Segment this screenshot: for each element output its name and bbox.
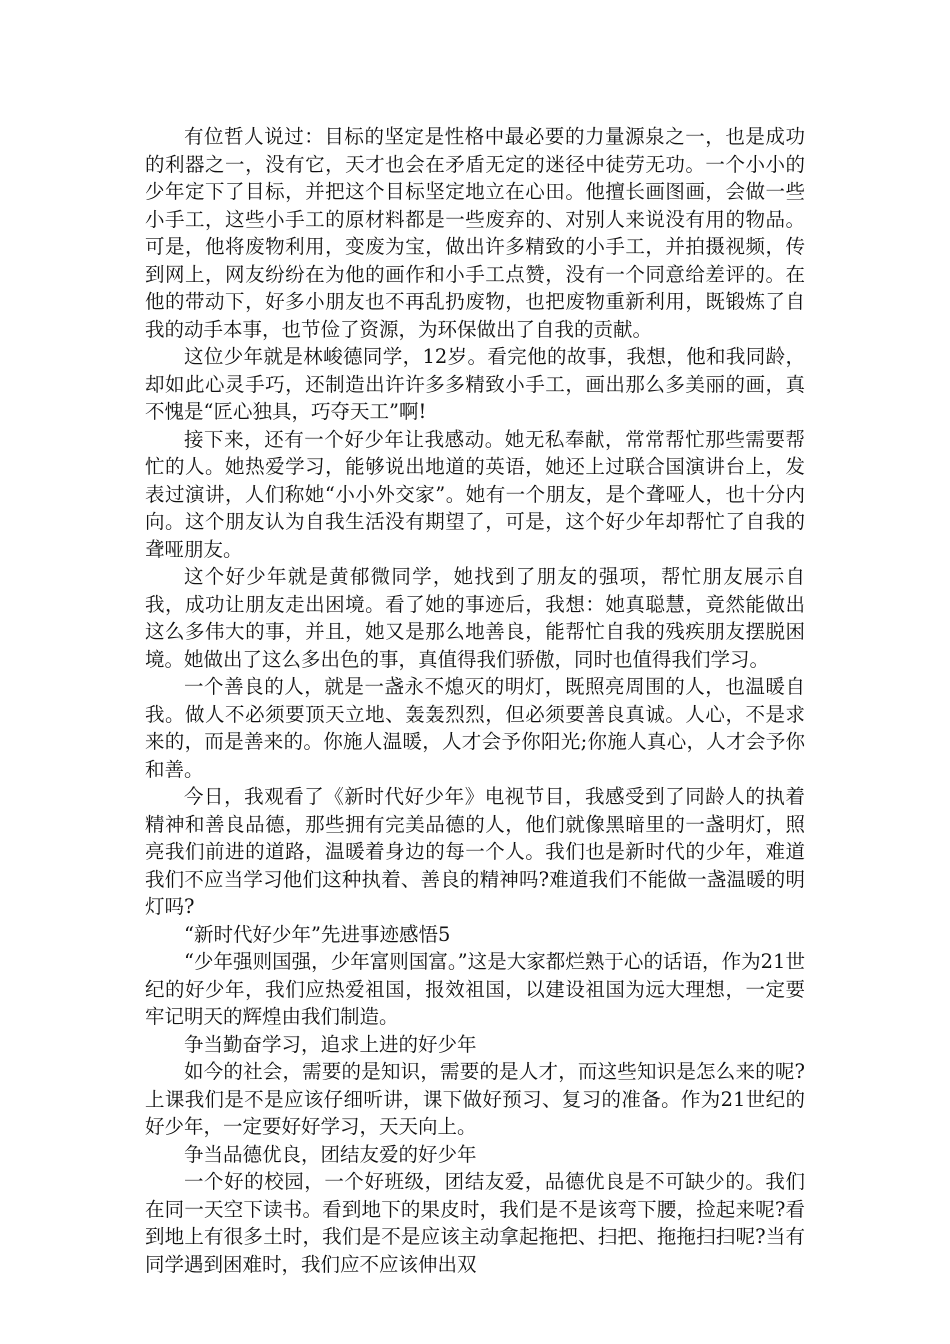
paragraph-tv-program: 今日，我观看了《新时代好少年》电视节目，我感受到了同龄人的执着精神和善良品德，那些拥有完美品德的人，他们就像黑暗里的一盏明灯，照亮我们前进的道路，温暖着身边的每一个人。我们也是新时代的少年，难道我们不应当学习他们这种执着、善良的精神吗?难道我们不能做一盏温暖的明灯吗?: [145, 785, 805, 918]
paragraph-strong-youth: “少年强则国强，少年富则国富。”这是大家都烂熟于心的话语，作为21世纪的好少年，我们应热爱祖国，报效祖国，以建设祖国为远大理想，一定要牢记明天的辉煌由我们制造。: [145, 950, 805, 1028]
paragraph-knowledge: 如今的社会，需要的是知识，需要的是人才，而这些知识是怎么来的呢?上课我们是不是应该仔细听讲，课下做好预习、复习的准备。作为21世纪的好少年，一定要好好学习，天天向上。: [145, 1060, 805, 1138]
paragraph-lin-junde: 这位少年就是林峻德同学，12岁。看完他的故事，我想，他和我同龄，却如此心灵手巧，还制造出许许多多精致小手工，画出那么多美丽的画，真不愧是“匠心独具，巧夺天工”啊!: [145, 345, 805, 423]
paragraph-kind-person: 一个善良的人，就是一盏永不熄灭的明灯，既照亮周围的人，也温暖自我。做人不必须要顶天立地、轰轰烈烈，但必须要善良真诚。人心，不是求来的，而是善来的。你施人温暖，人才会予你阳光;你施人真心，人才会予你和善。: [145, 675, 805, 781]
subheading-good-character: 争当品德优良，团结友爱的好少年: [184, 1142, 477, 1166]
paragraph-good-school: 一个好的校园，一个好班级，团结友爱，品德优良是不可缺少的。我们在同一天空下读书。看到地下的果皮时，我们是不是该弯下腰，捡起来呢?看到地上有很多土时，我们是不是应该主动拿起拖把、扫把、拖拖扫扫呢?当有同学遇到困难时，我们应不应该伸出双: [145, 1170, 805, 1276]
section-heading-insight-5: “新时代好少年”先进事迹感悟5: [184, 922, 451, 946]
subheading-diligent-study: 争当勤奋学习，追求上进的好少年: [184, 1032, 477, 1056]
paragraph-another-good-youth: 接下来，还有一个好少年让我感动。她无私奉献，常常帮忙那些需要帮忙的人。她热爱学习，能够说出地道的英语，她还上过联合国演讲台上，发表过演讲，人们称她“小小外交家”。她有一个朋友，是个聋哑人，也十分内向。这个朋友认为自我生活没有期望了，可是，这个好少年却帮忙了自我的聋哑朋友。: [145, 427, 805, 561]
paragraph-philosopher-goal: 有位哲人说过：目标的坚定是性格中最必要的力量源泉之一，也是成功的利器之一，没有它，天才也会在矛盾无定的迷径中徒劳无功。一个小小的少年定下了目标，并把这个目标坚定地立在心田。他擅长画图画，会做一些小手工，这些小手工的原材料都是一些废弃的、对别人来说没有用的物品。可是，他将废物利用，变废为宝，做出许多精致的小手工，并拍摄视频，传到网上，网友纷纷在为他的画作和小手工点赞，没有一个同意给差评的。在他的带动下，好多小朋友也不再乱扔废物，也把废物重新利用，既锻炼了自我的动手本事，也节俭了资源，为环保做出了自我的贡献。: [145, 125, 805, 341]
paragraph-huang-yuwei: 这个好少年就是黄郁微同学，她找到了朋友的强项，帮忙朋友展示自我，成功让朋友走出困境。看了她的事迹后，我想：她真聪慧，竟然能做出这么多伟大的事，并且，她又是那么地善良，能帮忙自我的残疾朋友摆脱困境。她做出了这么多出色的事，真值得我们骄傲，同时也值得我们学习。: [145, 565, 805, 671]
document-body: [145, 123, 805, 1278]
